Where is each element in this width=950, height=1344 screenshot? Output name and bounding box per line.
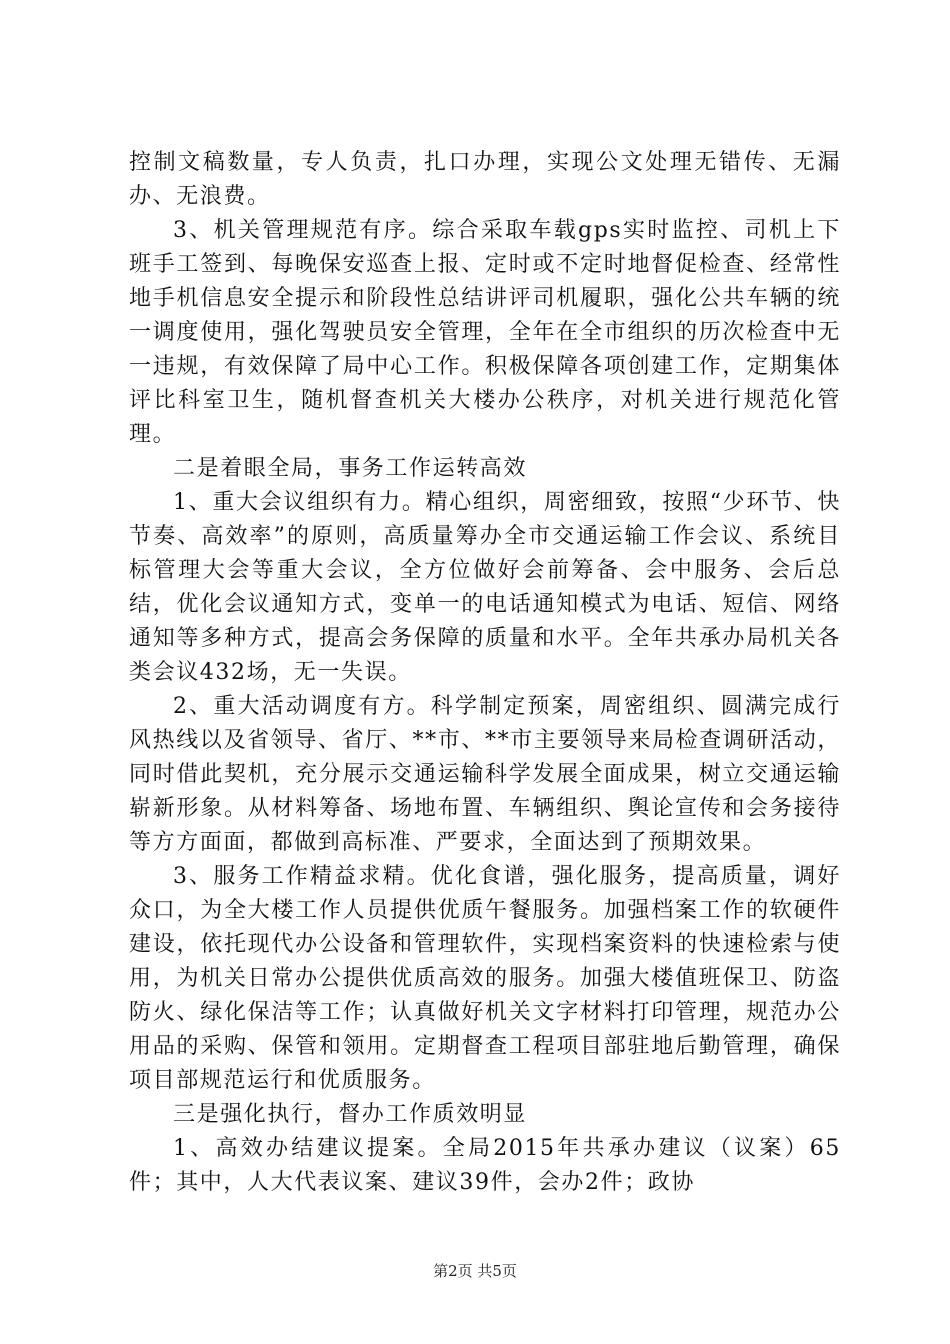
document-body xyxy=(129,146,841,1200)
paragraph-service-work: 3、服务工作精益求精。优化食谱，强化服务，提高质量，调好众口，为全大楼工作人员提供优质午餐服务。加强档案工作的软硬件建设，依托现代办公设备和管理软件，实现档案资料的快速检索与使用，为机关日常办公提供优质高效的服务。加强大楼值班保卫、防盗防火、绿化保洁等工作；认真做好机关文字材料打印管理，规范办公用品的采购、保管和领用。定期督查工程项目部驻地后勤管理，确保项目部规范运行和优质服务。 xyxy=(129,864,841,1093)
paragraph-major-activities: 2、重大活动调度有方。科学制定预案，周密组织、圆满完成行风热线以及省领导、省厅、**市、**市主要领导来局检查调研活动，同时借此契机，充分展示交通运输科学发展全面成果，树立交通运输崭新形象。从材料筹备、场地布置、车辆组织、舆论宣传和会务接待等方方面面，都做到高标准、严要求，全面达到了预期效果。 xyxy=(129,694,841,855)
paragraph-office-management: 3、机关管理规范有序。综合采取车载gps实时监控、司机上下班手工签到、每晚保安巡查上报、定时或不定时地督促检查、经常性地手机信息安全提示和阶段性总结讲评司机履职，强化公共车辆的统一调度使用，强化驾驶员安全管理，全年在全市组织的历次检查中无一违规，有效保障了局中心工作。积极保障各项创建工作，定期集体评比科室卫生，随机督查机关大楼办公秩序，对机关进行规范化管理。 xyxy=(129,218,841,447)
paragraph-continuation: 控制文稿数量，专人负责，扎口办理，实现公文处理无错传、无漏办、无浪费。 xyxy=(129,150,841,209)
section-heading-affairs: 二是着眼全局，事务工作运转高效 xyxy=(173,456,528,481)
section-heading-supervision: 三是强化执行，督办工作质效明显 xyxy=(173,1102,528,1127)
paragraph-major-meetings: 1、重大会议组织有力。精心组织，周密细致，按照“少环节、快节奏、高效率”的原则，高质量筹办全市交通运输工作会议、系统目标管理大会等重大会议，全方位做好会前筹备、会中服务、会后总结，优化会议通知方式，变单一的电话通知模式为电话、短信、网络通知等多种方式，提高会务保障的质量和水平。全年共承办局机关各类会议432场，无一失误。 xyxy=(129,490,841,685)
page-footer: 第2页 共5页 xyxy=(433,1262,517,1280)
paragraph-proposals: 1、高效办结建议提案。全局2015年共承办建议（议案）65件；其中，人大代表议案、建议39件，会办2件；政协 xyxy=(129,1136,841,1195)
